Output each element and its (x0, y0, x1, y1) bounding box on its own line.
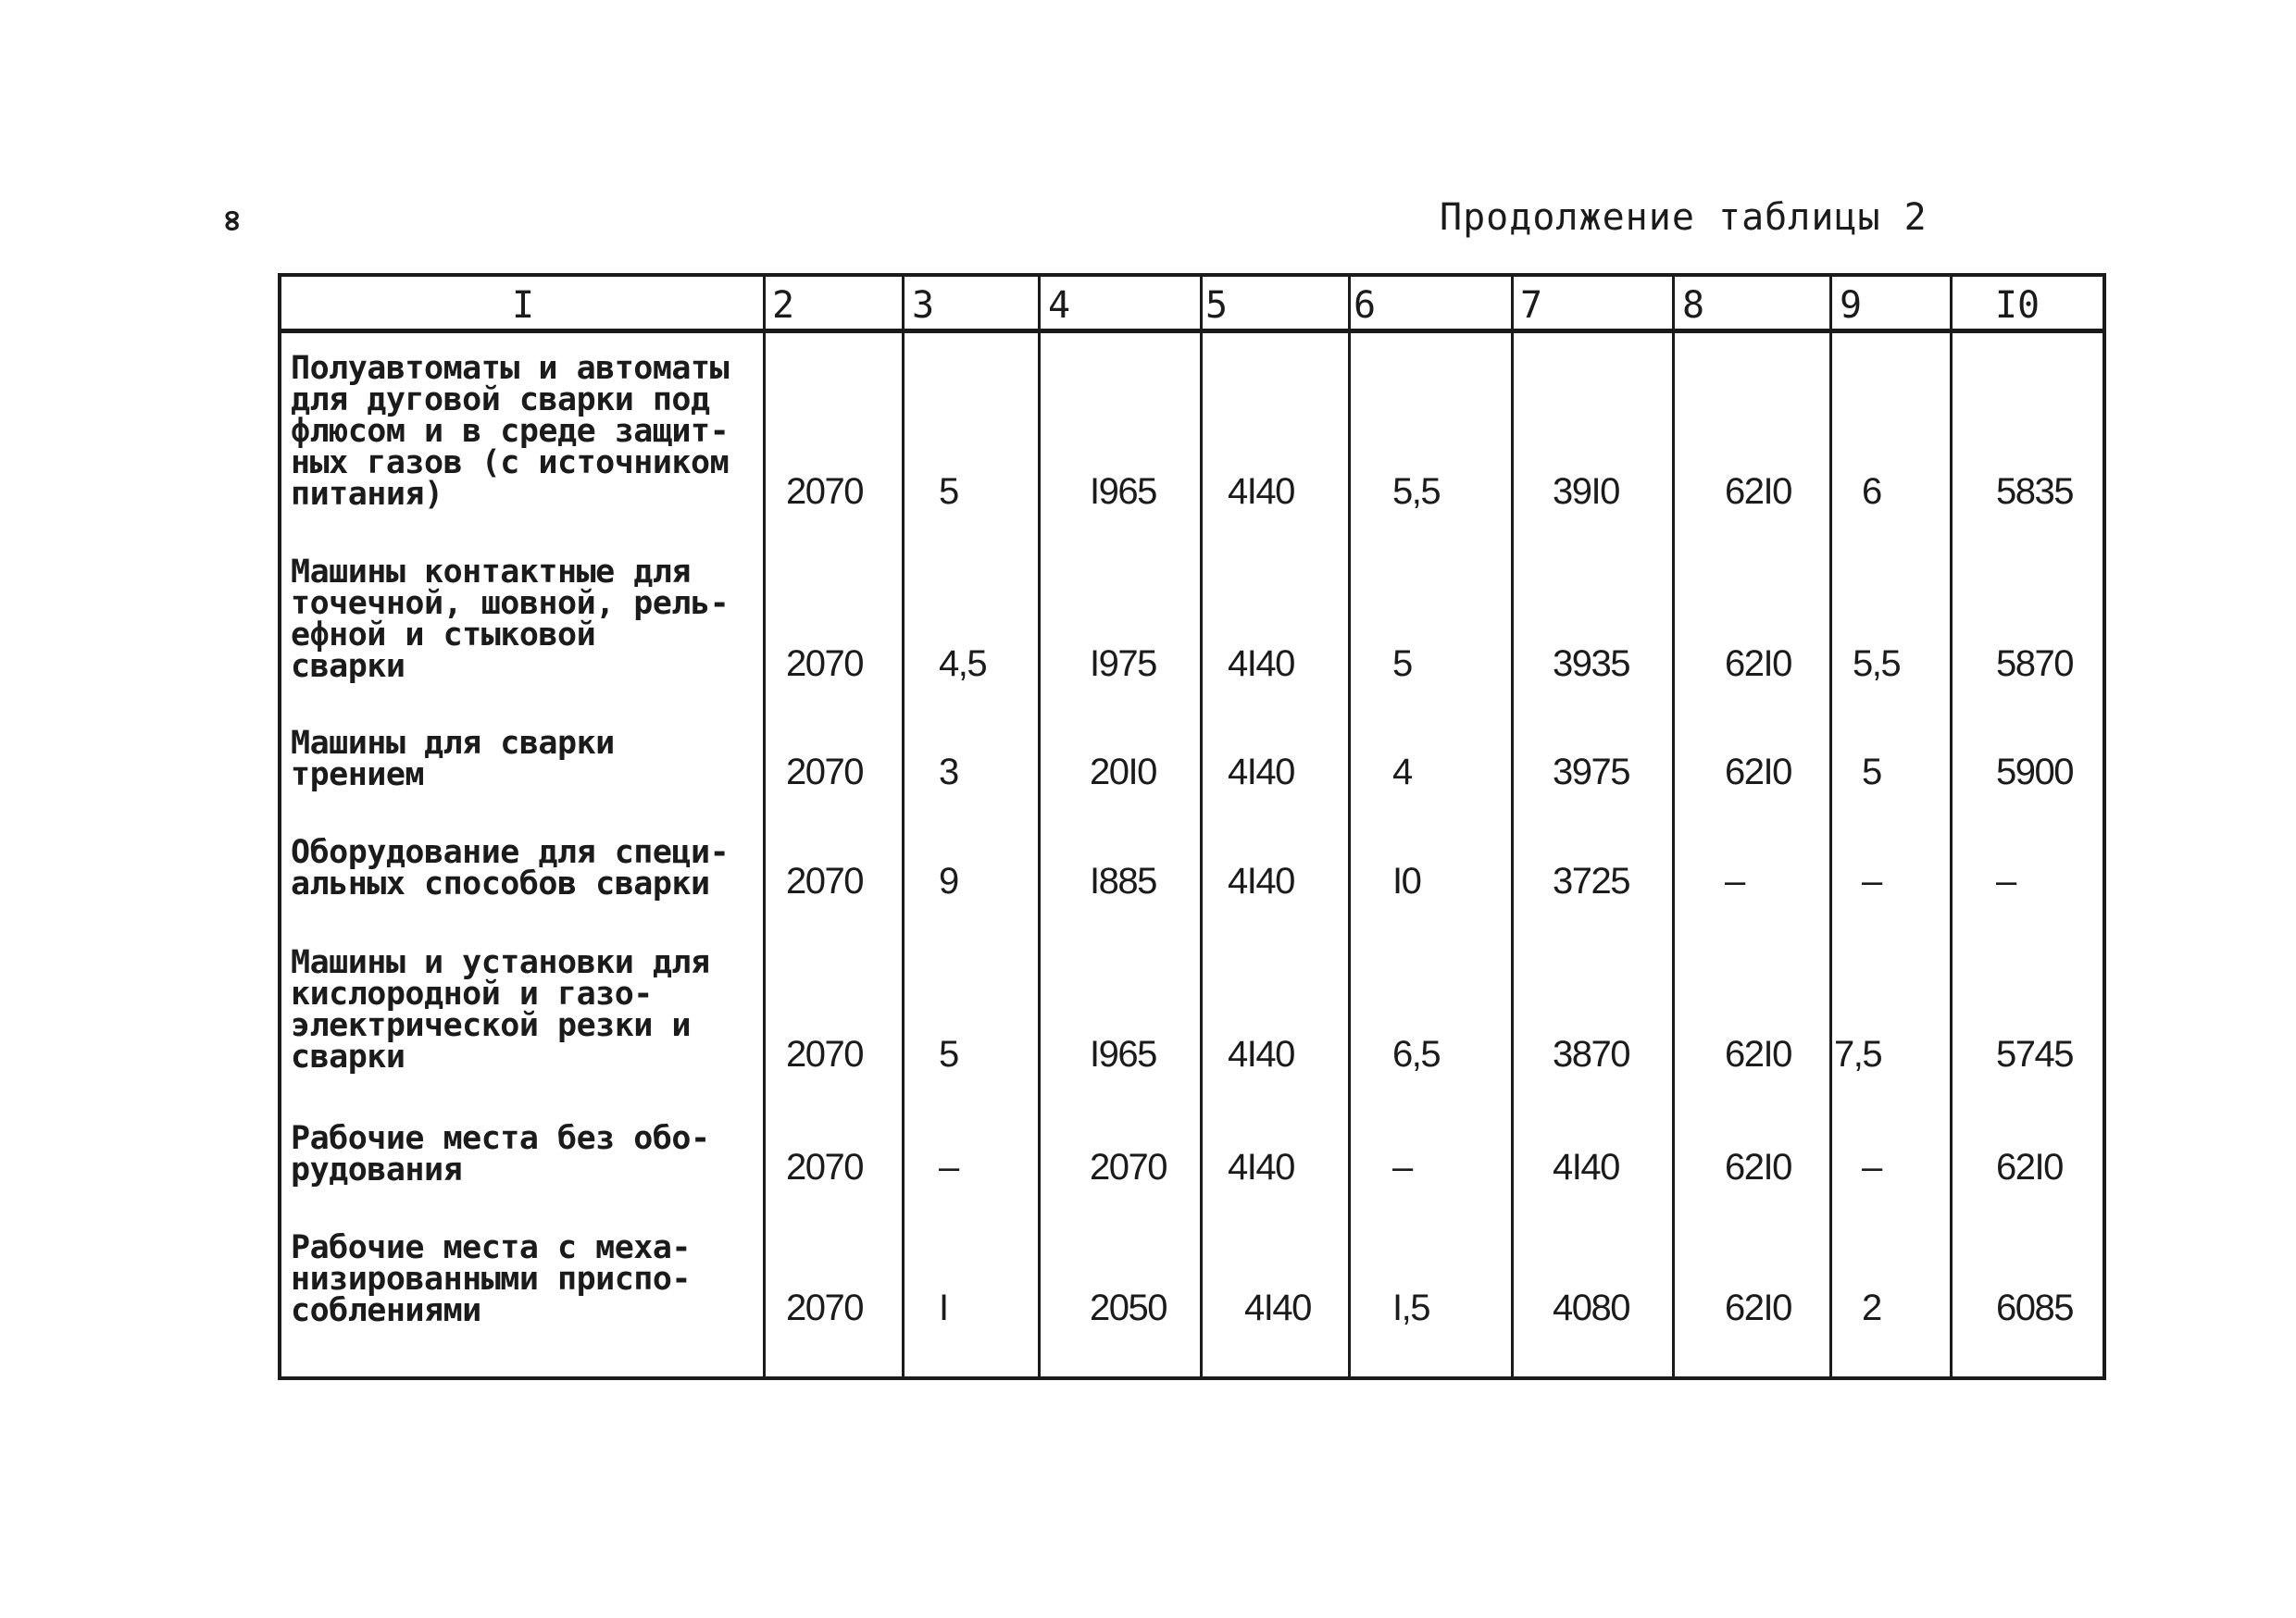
cell-col2: 2070 (786, 643, 863, 684)
column-header-2: 2 (771, 284, 795, 327)
cell-col5: 4I40 (1244, 1288, 1311, 1328)
cell-col5: 4I40 (1228, 752, 1294, 792)
cell-col6: I,5 (1392, 1288, 1429, 1328)
cell-col8: 62I0 (1725, 1147, 1791, 1188)
cell-col6: I0 (1392, 861, 1421, 902)
cell-col10: 5745 (1996, 1034, 2073, 1075)
cell-col3: 5 (939, 471, 958, 512)
cell-col9: 5,5 (1853, 643, 1901, 684)
cell-col9: 2 (1862, 1288, 1881, 1328)
cell-col8: 62I0 (1725, 1288, 1791, 1328)
cell-col9: 6 (1862, 471, 1881, 512)
cell-col10: 5835 (1996, 471, 2073, 512)
column-header-3: 3 (911, 284, 935, 327)
cell-col9: 5 (1862, 752, 1881, 792)
column-header-9: 9 (1839, 284, 1863, 327)
cell-col8: 62I0 (1725, 752, 1791, 792)
cell-col2: 2070 (786, 861, 863, 902)
cell-col7: 39I0 (1553, 471, 1619, 512)
cell-col4: 2050 (1090, 1288, 1167, 1328)
cell-col5: 4I40 (1228, 471, 1294, 512)
cell-col6: 4 (1392, 752, 1412, 792)
cell-col9: – (1862, 861, 1881, 902)
row-label: Машины и установки для кислородной и газо- электрической резки и сварки (291, 944, 710, 1076)
cell-col3: 4,5 (939, 643, 987, 684)
cell-col8: 62I0 (1725, 471, 1791, 512)
cell-col10: 6085 (1996, 1288, 2073, 1328)
column-header-6: 6 (1353, 284, 1377, 327)
cell-col2: 2070 (786, 1147, 863, 1188)
cell-col2: 2070 (786, 1288, 863, 1328)
cell-col3: 5 (939, 1034, 958, 1075)
cell-col10: 62I0 (1996, 1147, 2063, 1188)
row-label: Полуавтоматы и автоматы для дуговой сварки под флюсом и в среде защит- ных газов (с источником питания) (291, 350, 730, 513)
cell-col6: 6,5 (1392, 1034, 1441, 1075)
table-row (281, 725, 2103, 793)
cell-col4: 2070 (1090, 1147, 1167, 1188)
cell-col7: 3870 (1553, 1034, 1629, 1075)
cell-col4: I965 (1090, 471, 1156, 512)
cell-col3: – (939, 1147, 958, 1188)
cell-col3: 9 (939, 861, 958, 902)
cell-col2: 2070 (786, 471, 863, 512)
row-label: Рабочие места с меха- низированными приспо- соблениями (291, 1229, 692, 1329)
column-header-7: 7 (1519, 284, 1543, 327)
column-header-5: 5 (1204, 284, 1229, 327)
table-row (281, 350, 2103, 513)
cell-col8: 62I0 (1725, 1034, 1791, 1075)
cell-col5: 4I40 (1228, 643, 1294, 684)
cell-col3: I (939, 1288, 948, 1328)
cell-col6: – (1392, 1147, 1412, 1188)
row-label: Машины контактные для точечной, шовной, рель- ефной и стыковой сварки (291, 554, 730, 685)
cell-col7: 3935 (1553, 643, 1629, 684)
table-row (281, 1229, 2103, 1329)
cell-col5: 4I40 (1228, 1034, 1294, 1075)
cell-col7: 4I40 (1553, 1147, 1619, 1188)
cell-col5: 4I40 (1228, 1147, 1294, 1188)
cell-col5: 4I40 (1228, 861, 1294, 902)
row-label: Машины для сварки трением (291, 725, 615, 793)
cell-col9: – (1862, 1147, 1881, 1188)
table-row (281, 554, 2103, 685)
row-label: Рабочие места без обо- рудования (291, 1120, 710, 1189)
cell-col9: 7,5 (1834, 1034, 1882, 1075)
table-row (281, 1119, 2103, 1189)
column-header-4: 4 (1047, 284, 1071, 327)
table-row (281, 943, 2103, 1076)
cell-col4: I885 (1090, 861, 1156, 902)
cell-col4: 20I0 (1090, 752, 1156, 792)
cell-col4: I975 (1090, 643, 1156, 684)
cell-col2: 2070 (786, 1034, 863, 1075)
cell-col3: 3 (939, 752, 958, 792)
cell-col10: 5870 (1996, 643, 2073, 684)
cell-col2: 2070 (786, 752, 863, 792)
column-header-1: I (511, 284, 535, 327)
table-row (281, 835, 2103, 900)
row-label: Оборудование для специ- альных способов сварки (291, 834, 730, 902)
column-header-10: I0 (1994, 284, 2040, 327)
cell-col7: 4080 (1553, 1288, 1629, 1328)
cell-col8: 62I0 (1725, 643, 1791, 684)
data-table (278, 273, 2106, 1380)
cell-col4: I965 (1090, 1034, 1156, 1075)
cell-col6: 5 (1392, 643, 1412, 684)
table-caption: Продолжение таблицы 2 (1440, 196, 1928, 239)
cell-col7: 3725 (1553, 861, 1629, 902)
column-header-8: 8 (1681, 284, 1705, 327)
cell-col10: 5900 (1996, 752, 2073, 792)
cell-col7: 3975 (1553, 752, 1629, 792)
cell-col8: – (1725, 861, 1744, 902)
cell-col6: 5,5 (1392, 471, 1441, 512)
cell-col10: – (1996, 861, 2015, 902)
page-number: ∞ (213, 210, 252, 231)
